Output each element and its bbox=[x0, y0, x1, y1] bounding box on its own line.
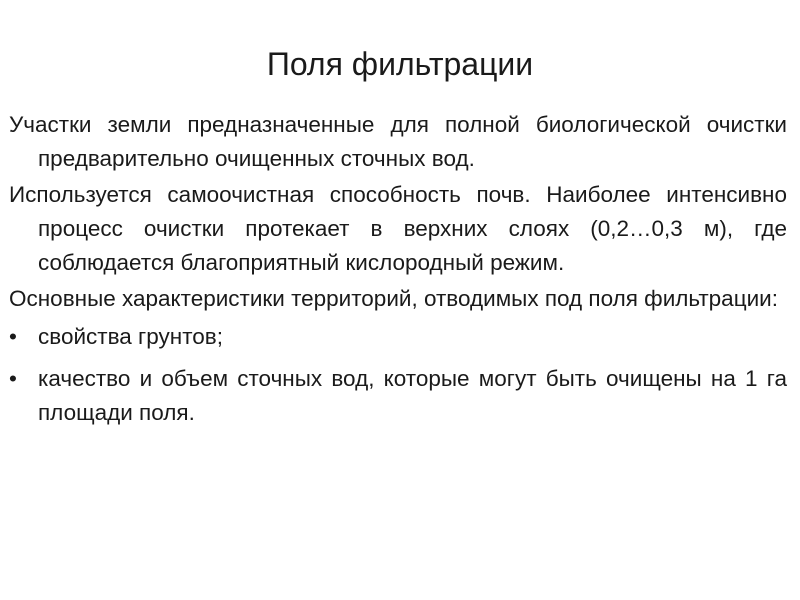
paragraph-process: Используется самоочистная способность почв. Наиболее интенсивно процесс очистки протекает в верхних слоях (0,2…0,3 м), где соблюдается благоприятный кислородный режим. bbox=[9, 182, 787, 275]
list-item-text: качество и объем сточных вод, которые могут быть очищены на 1 га площади поля. bbox=[38, 366, 787, 425]
paragraph-definition: Участки земли предназначенные для полной биологической очистки предварительно очищенных сточных вод. bbox=[9, 112, 787, 171]
slide-body bbox=[9, 108, 787, 432]
list-item bbox=[9, 320, 787, 354]
bullet-icon: • bbox=[9, 324, 17, 349]
slide-title: Поля фильтрации bbox=[266, 46, 534, 82]
paragraph-characteristics: Основные характеристики территорий, отводимых под поля фильтрации: bbox=[9, 286, 778, 311]
bullet-icon: • bbox=[9, 366, 17, 391]
list-item bbox=[9, 362, 787, 430]
list-item-text: свойства грунтов; bbox=[38, 324, 223, 349]
